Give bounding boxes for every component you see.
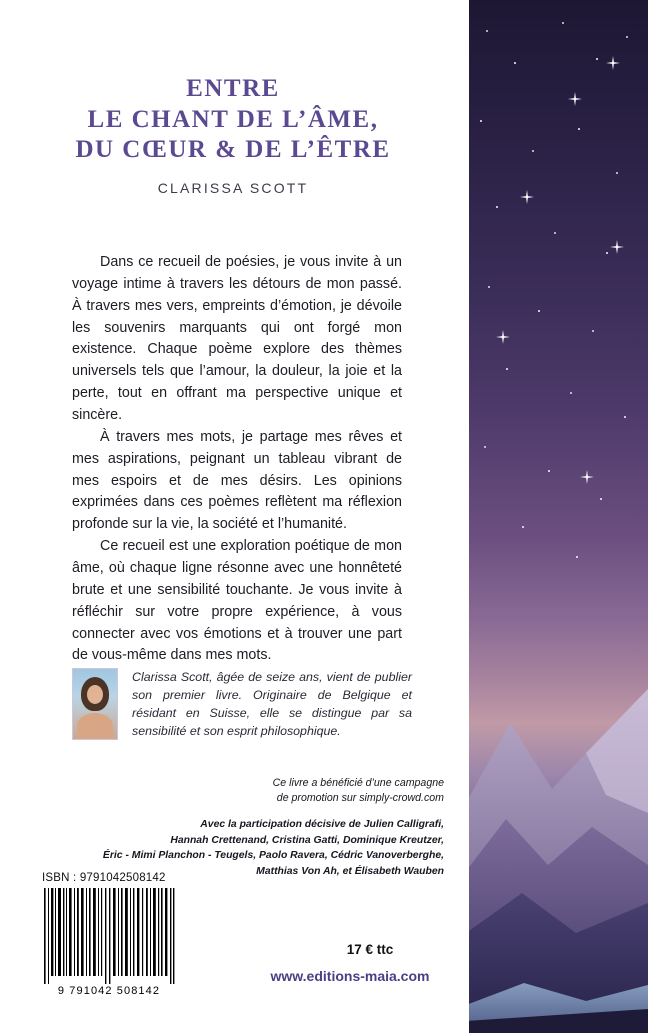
cover-art-strip [466, 0, 648, 1033]
barcode [42, 888, 176, 1006]
barcode-digits: 9 791042 508142 [57, 985, 161, 997]
promo-note [72, 776, 444, 806]
blurb-text [72, 252, 402, 667]
title-line-1: ENTRE [186, 75, 280, 102]
author-bio-row [72, 668, 412, 740]
mountain-illustration [466, 603, 648, 1033]
sparkle-star-icon [612, 56, 614, 70]
strip-inner-edge [466, 0, 469, 1033]
author-bio-text: Clarissa Scott, âgée de seize ans, vient de publier son premier livre. Originaire de Belgique et résidant en Suisse, elle se distingue par sa sensibilité et son esprit philosophique. [132, 670, 412, 739]
title-block [0, 74, 466, 196]
blurb-paragraph-3: Ce recueil est une exploration poétique de mon âme, où chaque ligne résonne avec une honnêteté brute et une sensibilité touchante. Je vous invite à réfléchir sur votre propre expérience, à vous connecter avec vos émotions et à trouver une part de vous-même dans mes mots. [72, 538, 402, 664]
contributors-line-1: Avec la participation décisive de Julien Calligrafi, [200, 819, 444, 830]
promo-line-2: de promotion sur simply-crowd.com [276, 792, 444, 805]
title-line-3: DU CŒUR & DE L’ÊTRE [75, 136, 391, 163]
sparkle-star-icon [502, 330, 504, 344]
contributors-line-2: Hannah Crettenand, Cristina Gatti, Dominique Kreutzer, [170, 834, 444, 846]
blurb-paragraph-1: Dans ce recueil de poésies, je vous invite à un voyage intime à travers les détours de mon passé. À travers mes vers, empreints d’émotion, je dévoile les souvenirs marquants qui ont forgé mon existence. Chaque poème explore des thèmes universels tels que l’amour, la douleur, la joie et la perte, tout en offrant ma perspective unique et sincère. [72, 254, 402, 424]
barcode-bars-icon [42, 888, 176, 984]
promo-line-1: Ce livre a bénéficié d’une campagne [272, 777, 444, 789]
contributors-line-3: Éric - Mimi Planchon - Teugels, Paolo Ravera, Cédric Vanoverberghe, [102, 850, 444, 862]
photo-face-shape [87, 685, 103, 704]
publisher-website[interactable]: www.editions-maia.com [270, 968, 430, 984]
sparkle-star-icon [526, 190, 528, 204]
blurb-paragraph-2: À travers mes mots, je partage mes rêves et mes aspirations, peignant un tableau vibrant de mes espoirs et de mes désirs. Les opinions exprimées dans ces poèmes reflètent ma réflexion profonde sur la vie, la société et l’humanité. [72, 428, 402, 533]
sparkle-star-icon [586, 470, 588, 484]
title-line-2: LE CHANT DE L’ÂME, [87, 105, 379, 133]
author-name: CLARISSA SCOTT [157, 179, 309, 196]
isbn-label: ISBN : 9791042508142 [42, 872, 166, 884]
contributors-note [72, 817, 444, 879]
photo-body-shape [77, 713, 113, 739]
sparkle-star-icon [574, 92, 576, 106]
price-label: 17 € ttc [346, 942, 394, 957]
contributors-line-4: Matthias Von Ah, et Élisabeth Wauben [256, 865, 444, 877]
sparkle-star-icon [616, 240, 618, 254]
author-photo [72, 668, 118, 740]
